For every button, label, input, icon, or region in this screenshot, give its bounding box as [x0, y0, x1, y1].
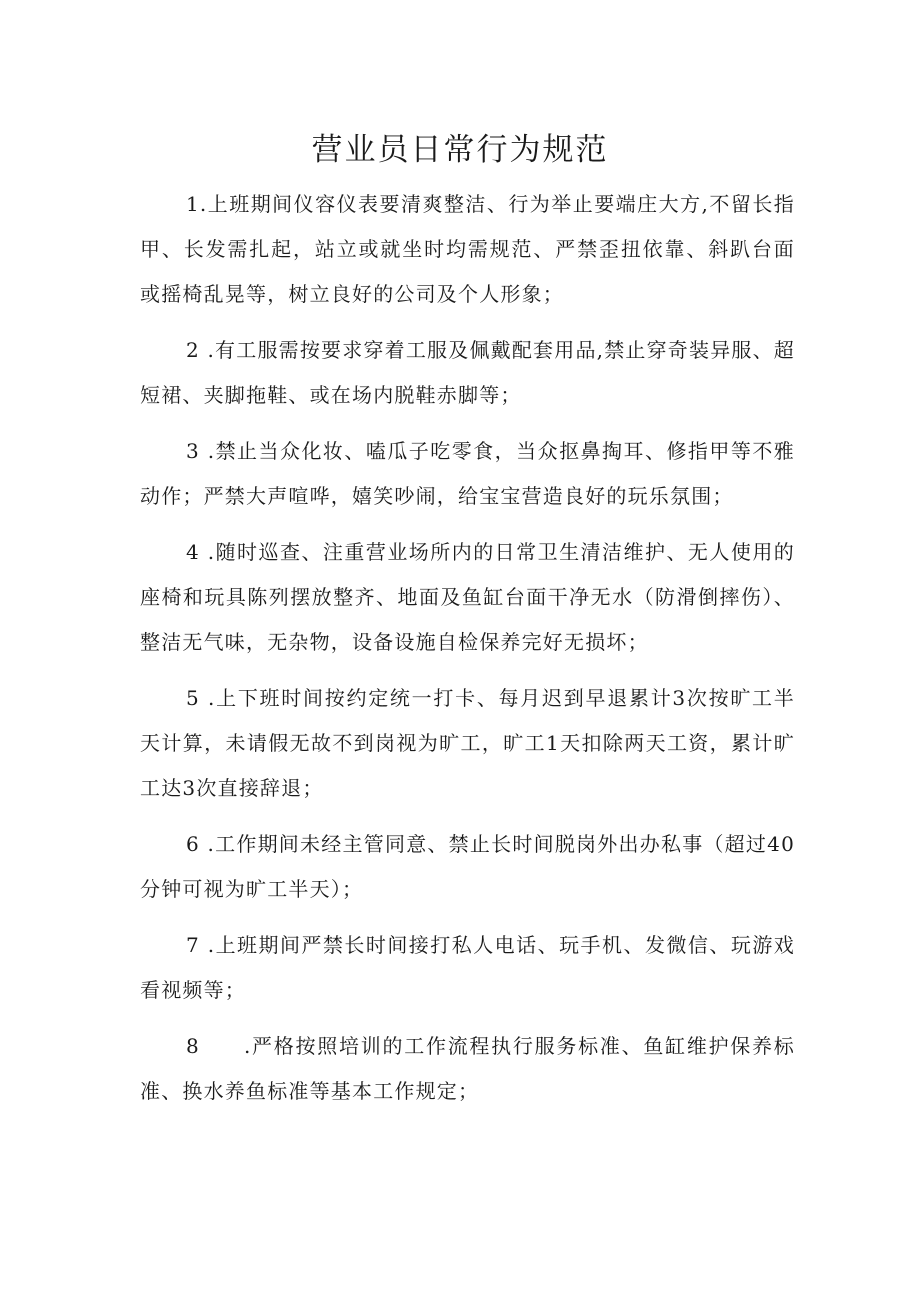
page-title: 营业员日常行为规范 [311, 132, 609, 168]
rules-list [140, 182, 795, 1114]
rule-paragraph-2: 2 .有工服需按要求穿着工服及佩戴配套用品,禁止穿奇装异服、超短裙、夹脚拖鞋、或在场内脱鞋赤脚等； [140, 338, 795, 407]
rule-paragraph-4: 4 .随时巡查、注重营业场所内的日常卫生清洁维护、无人使用的座椅和玩具陈列摆放整齐、地面及鱼缸台面干净无水（防滑倒摔伤）、整洁无气味，无杂物，设备设施自检保养完好无损坏； [140, 540, 795, 654]
rule-paragraph-1: 1.上班期间仪容仪表要清爽整洁、行为举止要端庄大方,不留长指甲、长发需扎起，站立或就坐时均需规范、严禁歪扭依靠、斜趴台面或摇椅乱晃等，树立良好的公司及个人形象； [140, 192, 795, 306]
rule-paragraph-7: 7 .上班期间严禁长时间接打私人电话、玩手机、发微信、玩游戏看视频等； [140, 933, 795, 1002]
rule-paragraph-8: 8 .严格按照培训的工作流程执行服务标准、鱼缸维护保养标准、换水养鱼标准等基本工作规定； [140, 1034, 795, 1103]
rule-paragraph-3: 3 .禁止当众化妆、嗑瓜子吃零食，当众抠鼻掏耳、修指甲等不雅动作；严禁大声喧哗，嬉笑吵闹，给宝宝营造良好的玩乐氛围； [140, 439, 795, 508]
rule-paragraph-5: 5 .上下班时间按约定统一打卡、每月迟到早退累计3次按旷工半天计算，未请假无故不到岗视为旷工，旷工1天扣除两天工资，累计旷工达3次直接辞退； [140, 686, 795, 800]
rule-paragraph-6: 6 .工作期间未经主管同意、禁止长时间脱岗外出办私事（超过40分钟可视为旷工半天）； [140, 832, 795, 901]
